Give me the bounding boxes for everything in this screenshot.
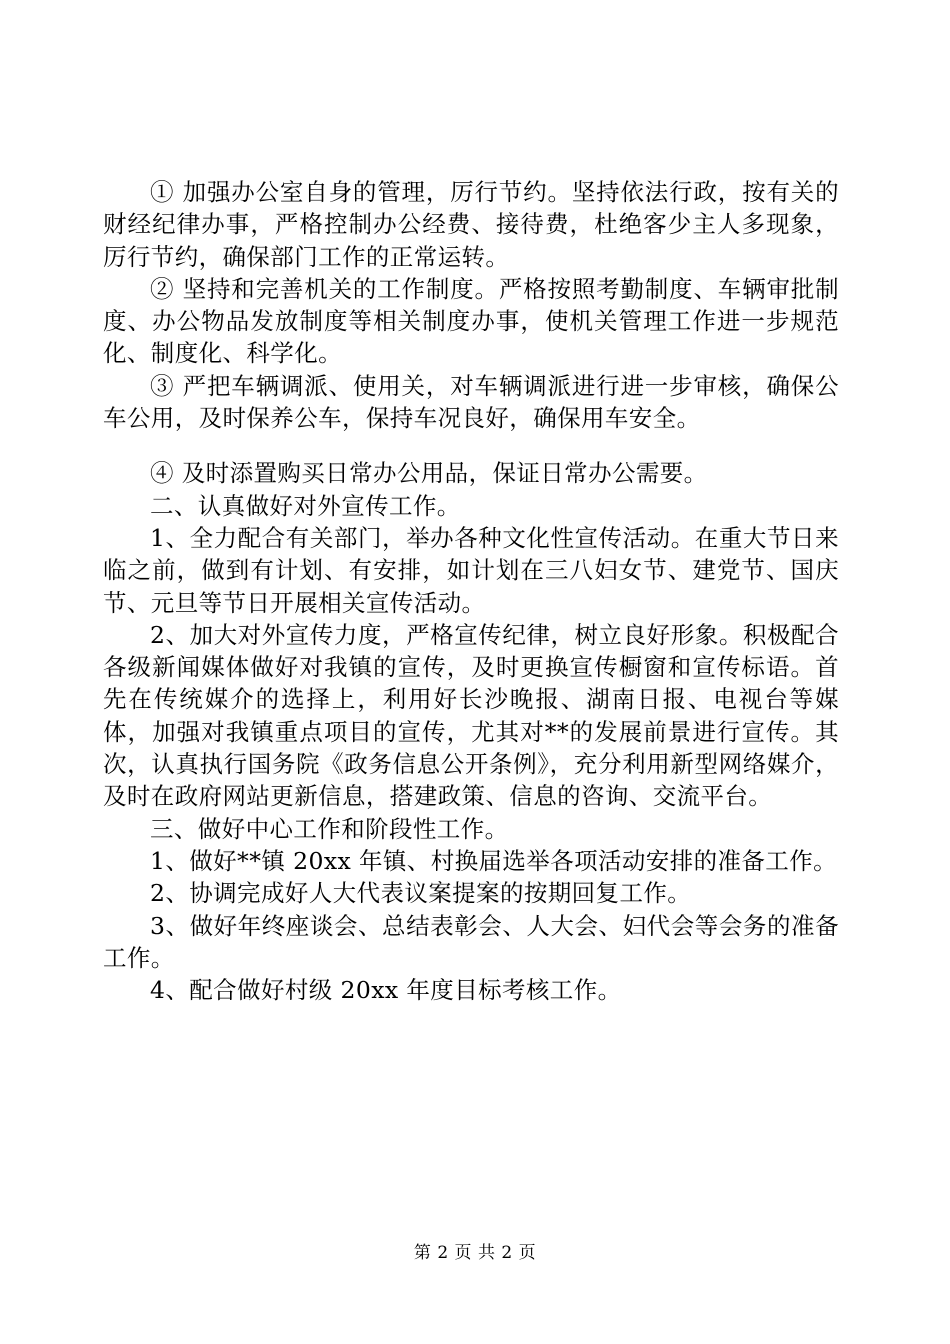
paragraph-cultural-activities: 1、全力配合有关部门，举办各种文化性宣传活动。在重大节日来临之前，做到有计划、有安排，如计划在三八妇女节、建党节、国庆节、元旦等节日开展相关宣传活动。 [103,523,839,617]
paragraph-election-preparation: 1、做好**镇 20xx 年镇、村换届选举各项活动安排的准备工作。 [150,846,837,875]
page-number-footer: 第 2 页 共 2 页 [413,1243,537,1263]
paragraph-external-publicity: 2、加大对外宣传力度，严格宣传纪律，树立良好形象。积极配合各级新闻媒体做好对我镇的宣传，及时更换宣传橱窗和宣传标语。首先在传统媒介的选择上，利用好长沙晚报、湖南日报、电视台等媒体，加强对我镇重点项目的宣传，尤其对**的发展前景进行宣传。其次，认真执行国务院《政务信息公开条例》，充分利用新型网络媒介，及时在政府网站更新信息，搭建政策、信息的咨询、交流平台。 [103,620,839,811]
paragraph-proposal-replies: 2、协调完成好人大代表议案提案的按期回复工作。 [150,879,692,908]
paragraph-vehicle-management: ③ 严把车辆调派、使用关，对车辆调派进行进一步审核，确保公车公用，及时保养公车，保持车况良好，确保用车安全。 [103,371,839,433]
paragraph-work-system: ② 坚持和完善机关的工作制度。严格按照考勤制度、车辆审批制度、办公物品发放制度等相关制度办事，使机关管理工作进一步规范化、制度化、科学化。 [103,274,839,368]
document-body [103,176,839,1006]
section-heading-central-work: 三、做好中心工作和阶段性工作。 [150,814,509,843]
paragraph-target-assessment: 4、配合做好村级 20xx 年度目标考核工作。 [150,976,622,1005]
paragraph-office-management: ① 加强办公室自身的管理，厉行节约。坚持依法行政，按有关的财经纪律办事，严格控制办公经费、接待费，杜绝客少主人多现象，厉行节约，确保部门工作的正常运转。 [103,178,839,271]
paragraph-meeting-preparation: 3、做好年终座谈会、总结表彰会、人大会、妇代会等会务的准备工作。 [103,911,839,972]
paragraph-office-supplies: ④ 及时添置购买日常办公用品，保证日常办公需要。 [150,459,708,488]
section-heading-publicity: 二、认真做好对外宣传工作。 [150,491,461,520]
